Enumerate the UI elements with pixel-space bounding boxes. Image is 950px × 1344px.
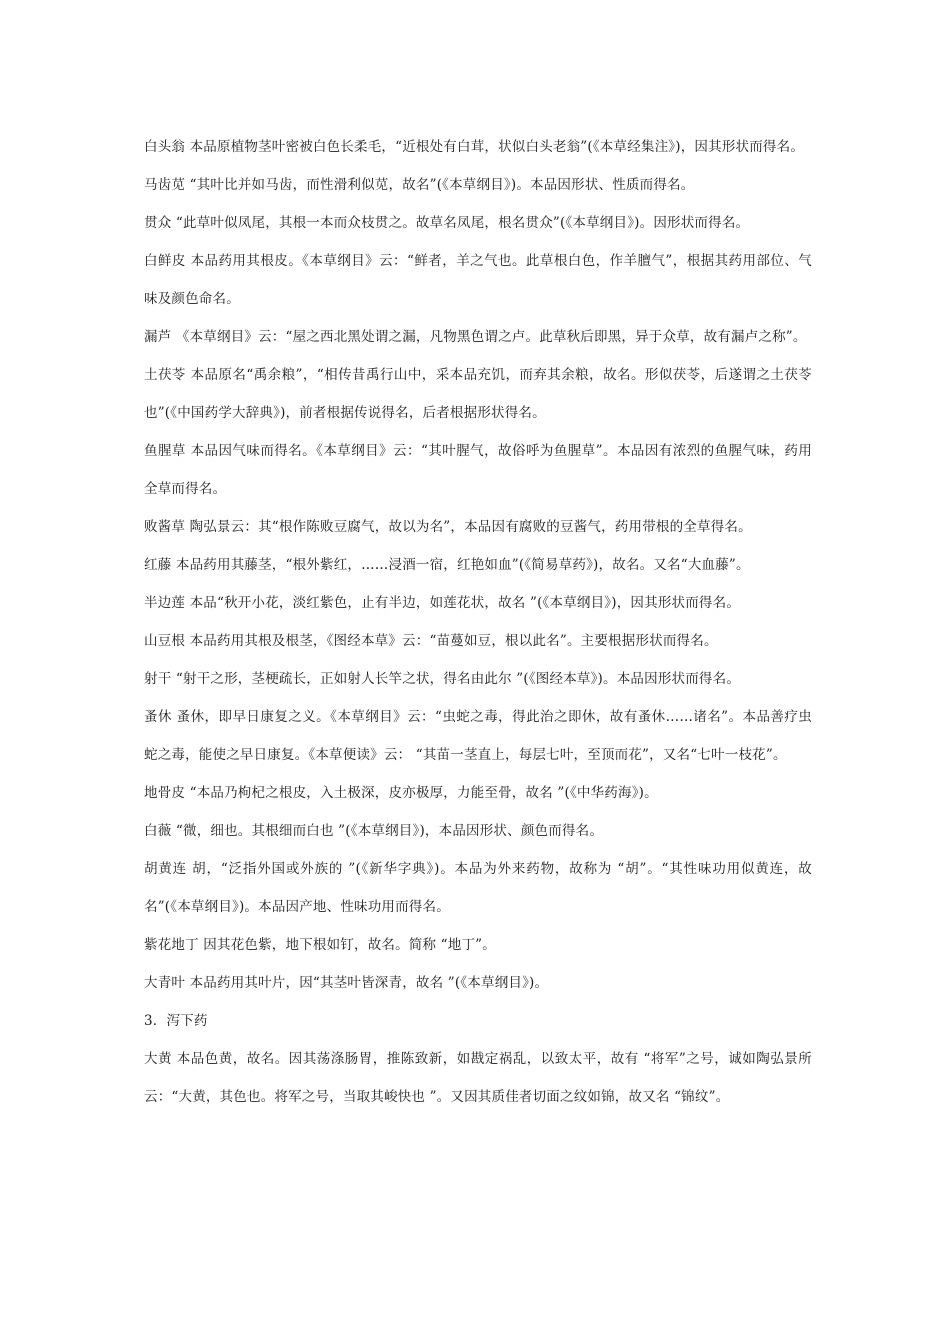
entry-tu-fu-ling: 土茯苓 本品原名“禹余粮”，“相传昔禹行山中，采本品充饥，而弃其余粮，故名。形似茯苓，后遂谓之土茯苓也”(《中国药学大辞典》)，前者根据传说得名，后者根据形状得名。 bbox=[144, 367, 812, 421]
section-heading: 3．泻下药 bbox=[144, 1013, 208, 1029]
entry-ban-bian-lian: 半边莲 本品“秋开小花，淡红紫色，止有半边，如莲花状，故名 ”(《本草纲目》)，因其形状而得名。 bbox=[144, 595, 741, 611]
entry-guan-zhong: 贯众 “此草叶似凤尾，其根一本而众枝贯之。故草名凤尾，根名贯众”(《本草纲目》)。因形状而得名。 bbox=[144, 215, 750, 231]
entry-zao-xiu: 蚤休 蚤休，即早日康复之义。《本草纲目》云：“虫蛇之毒，得此治之即休，故有蚤休……诸名”。本品善疗虫蛇之毒，能使之早日康复。《本草便读》云： “其苗一茎直上，每层七叶，至顶而花”，又名“七叶一枝花”。 bbox=[144, 709, 812, 763]
entry-bai-tou-weng: 白头翁 本品原植物茎叶密被白色长柔毛，“近根处有白茸，状似白头老翁”(《本草经集注》)，因其形状而得名。 bbox=[144, 139, 805, 155]
entry-shan-dou-gen: 山豆根 本品药用其根及根茎，《图经本草》云：“苗蔓如豆，根以此名”。主要根据形状而得名。 bbox=[144, 633, 718, 649]
entry-da-huang: 大黄 本品色黄，故名。因其荡涤肠胃，推陈致新，如戡定祸乱，以致太平，故有 “将军”之号，诚如陶弘景所云：“大黄，其色也。将军之号，当取其峻快也 ”。又因其质佳者切面之纹如锦，故又名 “锦纹”。 bbox=[144, 1051, 812, 1105]
entry-lou-lu: 漏芦 《本草纲目》云：“屋之西北黑处谓之漏，凡物黑色谓之卢。此草秋后即黑，异于众草，故有漏卢之称”。 bbox=[144, 329, 807, 345]
entry-bai-xian-pi: 白鲜皮 本品药用其根皮。《本草纲目》云：“鲜者，羊之气也。此草根白色，作羊膻气”，根据其药用部位、气味及颜色命名。 bbox=[144, 253, 812, 307]
entry-bai-wei: 白薇 “微，细也。其根细而白也 ”(《本草纲目》)，本品因形状、颜色而得名。 bbox=[144, 823, 604, 839]
entry-bai-jiang-cao: 败酱草 陶弘景云：其“根作陈败豆腐气，故以为名”，本品因有腐败的豆酱气，药用带根的全草得名。 bbox=[144, 519, 752, 535]
entry-zi-hua-di-ding: 紫花地丁 因其花色紫，地下根如钉，故名。简称 “地丁”。 bbox=[144, 937, 496, 953]
entry-hu-huang-lian: 胡黄连 胡，“泛指外国或外族的 ”(《新华字典》)。本品为外来药物，故称为 “胡”。“其性味功用似黄连，故名”(《本草纲目》)。本品因产地、性味功用而得名。 bbox=[144, 861, 812, 915]
entry-di-gu-pi: 地骨皮 “本品乃枸杞之根皮，入土极深，皮亦极厚，力能至骨，故名 ”(《中华药海》)。 bbox=[144, 785, 658, 801]
entry-yu-xing-cao: 鱼腥草 本品因气味而得名。《本草纲目》云：“其叶腥气，故俗呼为鱼腥草”。本品因有浓烈的鱼腥气味，药用全草而得名。 bbox=[144, 443, 812, 497]
entry-hong-teng: 红藤 本品药用其藤茎，“根外紫红，……浸酒一宿，红艳如血”(《简易草药》)，故名。又名“大血藤”。 bbox=[144, 557, 750, 573]
document-page bbox=[144, 128, 812, 1116]
entry-ma-chi-xian: 马齿苋 “其叶比并如马齿，而性滑利似苋，故名”(《本草纲目》)。本品因形状、性质而得名。 bbox=[144, 177, 695, 193]
entry-da-qing-ye: 大青叶 本品药用其叶片，因“其茎叶皆深青，故名 ”(《本草纲目》)。 bbox=[144, 975, 549, 991]
entry-she-gan: 射干 “射干之形，茎梗疏长，正如射人长竿之状，得名由此尔 ”(《图经本草》)。本品因形状而得名。 bbox=[144, 671, 741, 687]
